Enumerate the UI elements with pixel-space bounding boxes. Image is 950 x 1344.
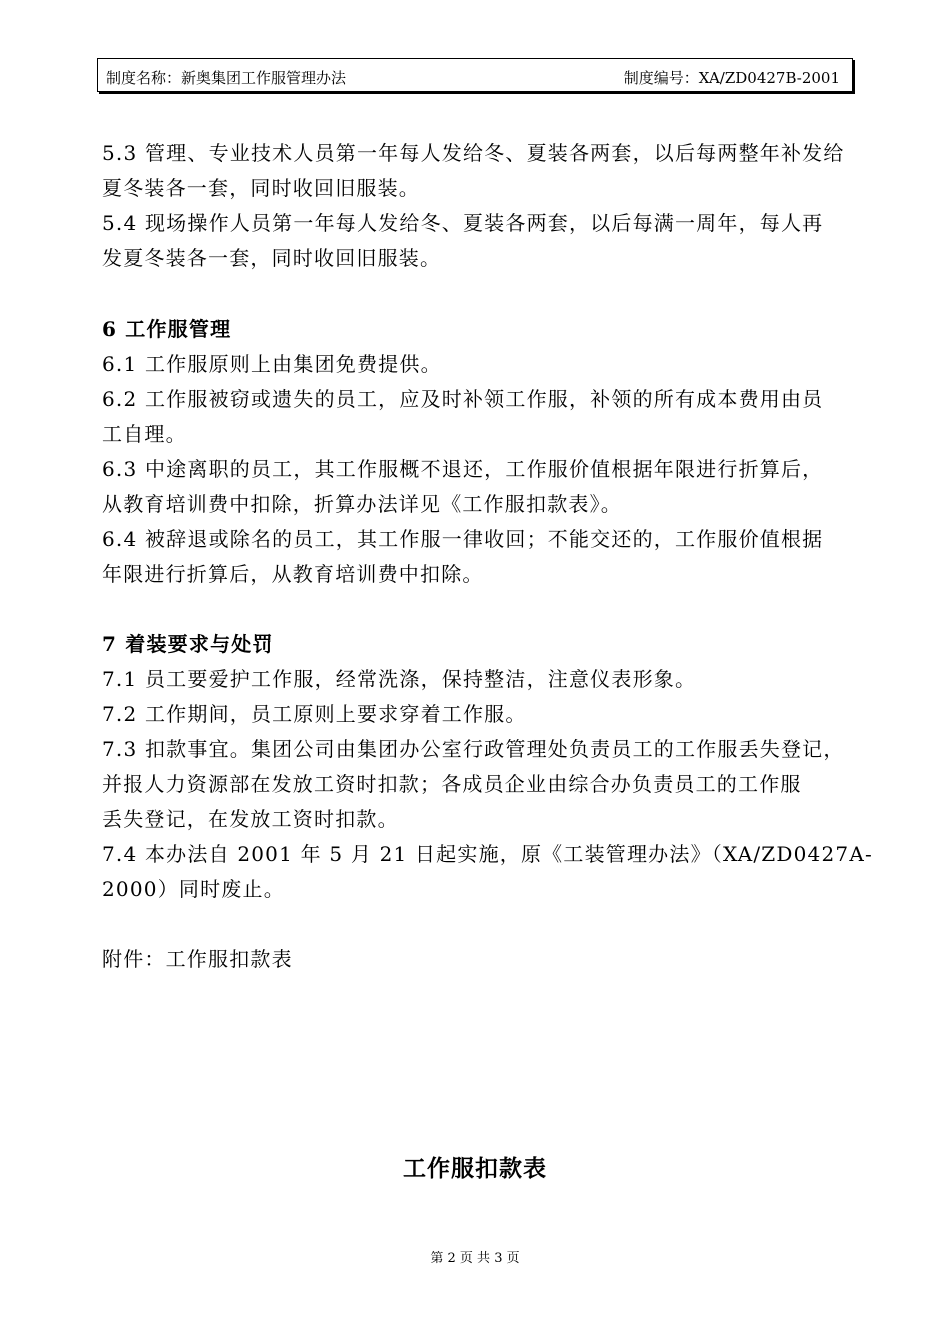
- paragraph-line: 从教育培训费中扣除，折算办法详见《工作服扣款表》。: [102, 492, 622, 516]
- section-heading-6: 6 工作服管理: [102, 317, 232, 341]
- paragraph-line: 7.2 工作期间，员工原则上要求穿着工作服。: [102, 702, 527, 726]
- paragraph-line: 5.3 管理、专业技术人员第一年每人发给冬、夏装各两套，以后每两整年补发给: [102, 141, 845, 165]
- paragraph-line: 夏冬装各一套，同时收回旧服装。: [102, 176, 420, 200]
- paragraph-line: 7.1 员工要爱护工作服，经常洗涤，保持整洁，注意仪表形象。: [102, 667, 697, 691]
- doc-name: 制度名称：新奥集团工作服管理办法: [106, 69, 347, 87]
- table-title: 工作服扣款表: [403, 1155, 547, 1182]
- paragraph-line: 7.3 扣款事宜。集团公司由集团办公室行政管理处负责员工的工作服丢失登记，: [102, 737, 845, 761]
- paragraph-line: 6.3 中途离职的员工，其工作服概不退还，工作服价值根据年限进行折算后，: [102, 457, 824, 481]
- section-heading-7: 7 着装要求与处罚: [102, 632, 274, 656]
- paragraph-line: 并报人力资源部在发放工资时扣款；各成员企业由综合办负责员工的工作服: [102, 772, 802, 796]
- paragraph-line: 7.4 本办法自 2001 年 5 月 21 日起实施，原《工装管理办法》（XA/ZD0427A-: [102, 842, 873, 866]
- paragraph-line: 工自理。: [102, 422, 187, 446]
- paragraph-line: 发夏冬装各一套，同时收回旧服装。: [102, 246, 442, 270]
- paragraph-line: 6.2 工作服被窃或遗失的员工，应及时补领工作服，补领的所有成本费用由员: [102, 387, 824, 411]
- doc-number: 制度编号：XA/ZD0427B-2001: [623, 69, 840, 87]
- paragraph-line: 丢失登记，在发放工资时扣款。: [102, 807, 399, 831]
- paragraph-line: 5.4 现场操作人员第一年每人发给冬、夏装各两套，以后每满一周年，每人再: [102, 211, 824, 235]
- paragraph-line: 6.1 工作服原则上由集团免费提供。: [102, 352, 442, 376]
- attachment-line: 附件：工作服扣款表: [102, 947, 293, 971]
- page-footer: 第 2 页 共 3 页: [430, 1251, 520, 1266]
- paragraph-line: 2000）同时废止。: [102, 877, 285, 901]
- paragraph-line: 年限进行折算后，从教育培训费中扣除。: [102, 562, 484, 586]
- document-header: [97, 58, 853, 92]
- paragraph-line: 6.4 被辞退或除名的员工，其工作服一律收回；不能交还的，工作服价值根据: [102, 527, 824, 551]
